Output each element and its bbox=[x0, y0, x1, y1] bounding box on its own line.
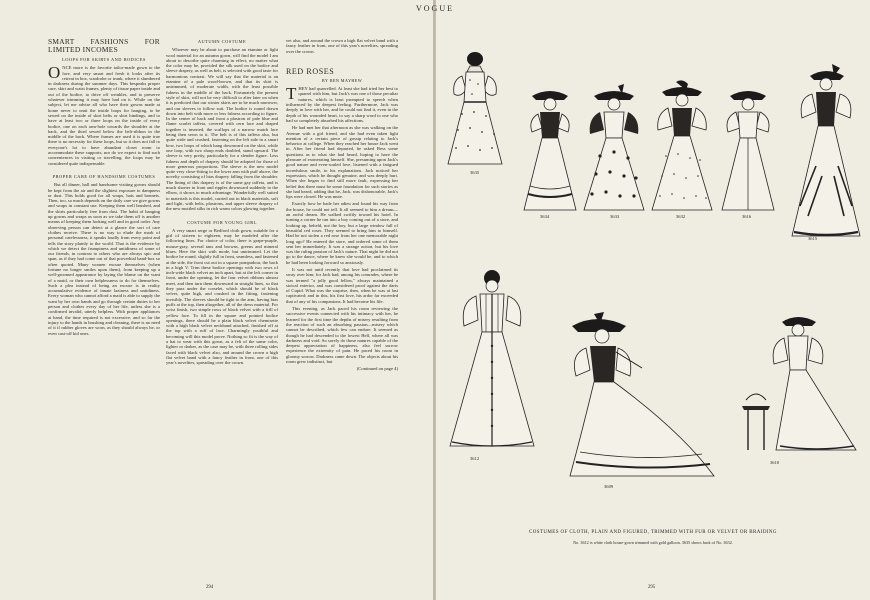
fashion-figure-3633 bbox=[578, 86, 650, 214]
byline: BY BEN MAYHEW bbox=[321, 77, 363, 83]
fashion-figure-3632 bbox=[646, 80, 718, 214]
page-number-left: 294 bbox=[206, 585, 214, 590]
fashion-figure-3609 bbox=[542, 312, 722, 482]
paragraph: It was not until recently that love had proclaimed its sway over him; for Jack had, among his comrades, where he was termed "a jolly good fellow," always maintained a stoical exterior, and was considered proof against the darts of Cupid. What was the surprise, then, when he was at last captivated; and in this, his first love, his ardor far exceeded that of any of his companions. It had become his life. bbox=[286, 266, 398, 304]
fashion-figure-3610 bbox=[736, 310, 864, 456]
drop-cap: T bbox=[286, 84, 297, 104]
paragraph: He had met her that afternoon as she was walking on the Avenue with a girl friend, and she had even taken light mention of a certain piece of gossip relating to Jack's behavior at college. When they reached her house Jack went in. After her friend had departed, he asked Bess some questions as to what she had heard, hoping to have the pleasure of exonerating himself. She, presuming upon Jack's good nature and even-souled love, listened with a fatigued incredulous smile, to his explanations. Jack noticed her expression, which he thought genuine, and was deeply hurt. When she began to find still more fault, expressing her belief that there must be some foundation for such stories as she had heard, adding that he, Jack, was dishonorable, Jack's lips were closed. He was mute. bbox=[286, 125, 398, 200]
continued-note: (Continued on page 4) bbox=[356, 366, 398, 372]
plate-subcaption: No. 3612 is white cloth house-gown trimmed with gold galloon. 3635 shows back of No. 3632. bbox=[573, 540, 733, 545]
masthead: VOGUE bbox=[416, 4, 454, 13]
figure-number: 3609 bbox=[604, 484, 614, 489]
subheading-young-girl: COSTUME FOR YOUNG GIRL bbox=[187, 219, 257, 225]
paragraph: But all dinner, ball and handsome visiting gowns should be kept from the air and the slightest exposure to dampness or dust. This holds good for all wraps, hats and bonnets. Then, too, so much depends on the daily care we give gowns and wraps in constant use. Keeping them well brushed, and the skirts particularly free from dust. The habit of hanging up gowns and wraps as soon as we take them off is another means of keeping them looking well and in good order. Any observing person can detect at a glance the sort of care clothes receive. There is no way to elude the mark of personal carelessness, it speaks loudly from every point and tells the story plainly to the world. That is the evidence by which we detect the frumpiness and untidiness of some of our friends, in contrast to others who are always spic and span, as if they had come out of that proverbial band-box so often quoted. Many women excuse themselves (when fortune no longer smiles upon them), from keeping up a well-groomed appearance by laying the blame on the want of a maid, or their own helplessness to do for themselves. Such a plea instead of being an excuse is in reality accumulative evidence of innate laziness and untidiness. Every woman who cannot afford a maid is able to supply the want by her own hands and go through certain duties to her person and clothes every day of her life, unless she is a confirmed invalid, utterly helpless. With proper appliances at hand, the time required is not excessive, and so far the injury to the hands in brushing and cleaning, there is no need of it if rubber gloves are worn, as they should always be, or even cast-off kid ones. bbox=[48, 182, 161, 336]
figure-number: 3634 bbox=[540, 214, 550, 219]
figure-number: 3635 bbox=[470, 170, 480, 175]
paragraph: A very smart serge or Bedford cloth gown, suitable for a girl of sixteen to eighteen, may be modeled after the following lines. For choice of color, there is grape-purple, mouse-gray, several tans and browns, greens and mineral blues. Here the skirt with mode, but untrimmed. Let the bodice be round, slightly full in front, seamless, and fastened at the side, the front cut out in a square pompadour, the back in a high V. Trim these bodice openings with two rows of inch-wide black velvet an inch apart, but at the left corner in front, under the opening, let the four velvet ribbons almost meet, and then turn them downward in straight lines, so that they pass under the corselet, which should be of black velvet, quite high, and crushed in the fitting, fastening invisibly. The sleeves should be tight to the arm, having bias puffs at the top, then altogether, all of the dress material. For wrist finish, two simple rows of black velvet with a frill of yellow lace. To fill in the square and pointed bodice openings, there should be a plain black velvet chemisette with a high black velvet neckband attached, finished off at the top with a ruff of lace. Charmingly youthful and becoming will this model prove. Nothing so fit is the way of a hat to wear with this gown, as a felt of the same color, lighter or darker, as the case may be, with three rolling sides faced with black velvet also, and around the crown a high flat velvet band with a fancy feather in front, one of this year's novelties, spreading over the crown. bbox=[166, 227, 279, 366]
paragraph: Exactly how he bade her adieu and found his way from the house, he could not tell. It all seemed to him a dream—an awful dream. He walked swiftly toward his hotel. In turning a corner he ran into a boy coming out of a store, and looking up, beheld, not the boy, but a large window full of beautiful red roses. They seemed to bring him to himself. Had he not stolen a red rose from her one memorable night long ago? He entered the store, and ordered some of them sent her immediately. It was a strange action, but his love was the ruling passion of Jack's nature. That night he did not go to the dance, where he knew she would be, and to which he had been looking forward so anxiously. bbox=[286, 201, 398, 265]
article-title-smart-fashions: SMART FASHIONS FOR LIMITED INCOMES bbox=[48, 37, 160, 54]
figure-number: 3616 bbox=[742, 214, 752, 219]
left-column-1 bbox=[48, 20, 160, 338]
drop-cap: O bbox=[48, 63, 61, 83]
right-page bbox=[416, 0, 870, 600]
fashion-figure-3615 bbox=[788, 66, 864, 242]
paragraph: ONCE more is the favorite tailor-made gown to the fore, and very smart and fresh it looks after its retreat in box, wardrobe or trunk, where it slumbered in darkness during the summer days. This bespeaks proper care, skirt and waist frames, plenty of tissue paper inside and out of the bodice, to drive off wrinkles, and to preserve whatever trimming it may have had on it. While on the subject, let me advise all who have their gowns made at home never to omit the inside loops for hanging, to be sewed on the inside of skirt belts or skirt bindings, and to have at least two or three loops on the inside of every bodice, one on each arm-hole towards the shoulder at the back, and the third sewed below the belt-ribbon in the middle of the back. Where frames are used it is quite true there is no necessity for these loops, but so it does not fall to everyone's lot to have abundant closet room to accommodate these supports, nor do we expect to find such conveniences in visiting or travelling, the loops may be considered quite indispensable. bbox=[48, 63, 161, 166]
figure-number: 3615 bbox=[808, 236, 818, 241]
figure-number: 3610 bbox=[770, 460, 780, 465]
figure-number: 3612 bbox=[470, 456, 480, 461]
left-column-2 bbox=[166, 20, 278, 368]
paragraph: Whoever may be about to purchase an etamine or light wool material for an autumn gown, will find the model I am about to describe quite charming in effect, no matter what the color may be, provided the silk used on the bodice and sleeve drapery, as well as belt, is selected with good taste for harmonious contrast. We will say that the material is an etamine of a pale wood-brown, and that its skirt is untrimmed, of moderate width, with the least possible fulness in the middle of the back. Fortunately the present style of skirt, will not be very difficult to alter later on when it is predicted that our winter skirts are to be much narrower, and our sleeves to follow suit. The bodice is round drawn down into belt with more or less fulness according to figure. In the center of back and front a plastron of pale blue and flame scarlet taffeta, covered with cern lace and draped together is inserted, the scallops of a narrow match lace being then sewn to it. The belt is of this taffeta also, but quite wide and crushed, fastening on the left side in a smart bow, two loops of which hang downward on the skirt, while one loop, with two sharp ends doubled, stand upward. The sleeve is very pretty, particularly for a slender figure. Less fulness and depth of drapery should be adopted for those of more generous proportions. The sleeve is the new model quite very close-fitting to the lower arm with puff above, the novelty consisting of bias drapery falling from the shoulder. The lining of this drapery is of the same gay taffeta, and is much shorter in front and ripples downward suddenly to the elbow, it shows to much advantage. Wonderfully well suited to materials is this model, carried out in black materials, soft and light, with belts, plastrons, and upper sleeve drapery of the new mottled silks in rich warm colors glowing together. bbox=[166, 47, 278, 212]
left-page bbox=[0, 0, 433, 600]
paragraph: vet also, and around the crown a high flat velvet band with a fancy feather in front, one of this year's novelties, spreading over the crown. bbox=[286, 38, 398, 54]
page-number-right: 295 bbox=[648, 585, 656, 590]
fashion-figure-3612 bbox=[446, 266, 538, 452]
paragraph: This evening, as Jack paced his room reviewing the successive events connected with his intimacy with her, he learned for the first time the depths of misery resulting from the reaction of such an absorbing passion—misery which cannot be described, which few can endure. It seemed as though he had descended to the lowest Hell, where all was darkness and void. So sorely do those natures capable of the deepest appreciation of happiness, also feel sorrow experience the extremity of pain. He paced his room in gloomy sorrow. Darkness came down. The objects about his room grew indistinct, but bbox=[286, 306, 398, 365]
story-title-red-roses: RED ROSES bbox=[286, 66, 335, 76]
paragraph: THEY had quarrelled. At least she had tried her best to quarrel with him, but Jack's was one of those peculiar natures, which is least prompted to speech when influenced by the deepest feeling. Furthermore, Jack was deeply in love with her, and he could not find it, even in the depth of his wounded heart, to say a sharp word to one who had so completely absorbed his affections. bbox=[286, 84, 398, 123]
figure-number: 3632 bbox=[676, 214, 686, 219]
fashion-figure-3635 bbox=[440, 50, 510, 170]
subheading-proper-care: PROPER CARE OF HANDSOME COSTUMES bbox=[52, 173, 156, 179]
left-column-3 bbox=[286, 20, 398, 372]
fashion-figure-3616 bbox=[716, 86, 780, 214]
subheading-loops: LOOPS FOR SKIRTS AND BODICES bbox=[62, 57, 146, 62]
fashion-figure-3634 bbox=[518, 86, 582, 214]
figure-number: 3633 bbox=[610, 214, 620, 219]
subheading-autumn-costume: AUTUMN COSTUME bbox=[197, 39, 247, 44]
plate-caption: COSTUMES OF CLOTH, PLAIN AND FIGURED, TRIMMED WITH FUR OR VELVET OR BRAIDING bbox=[529, 530, 777, 535]
